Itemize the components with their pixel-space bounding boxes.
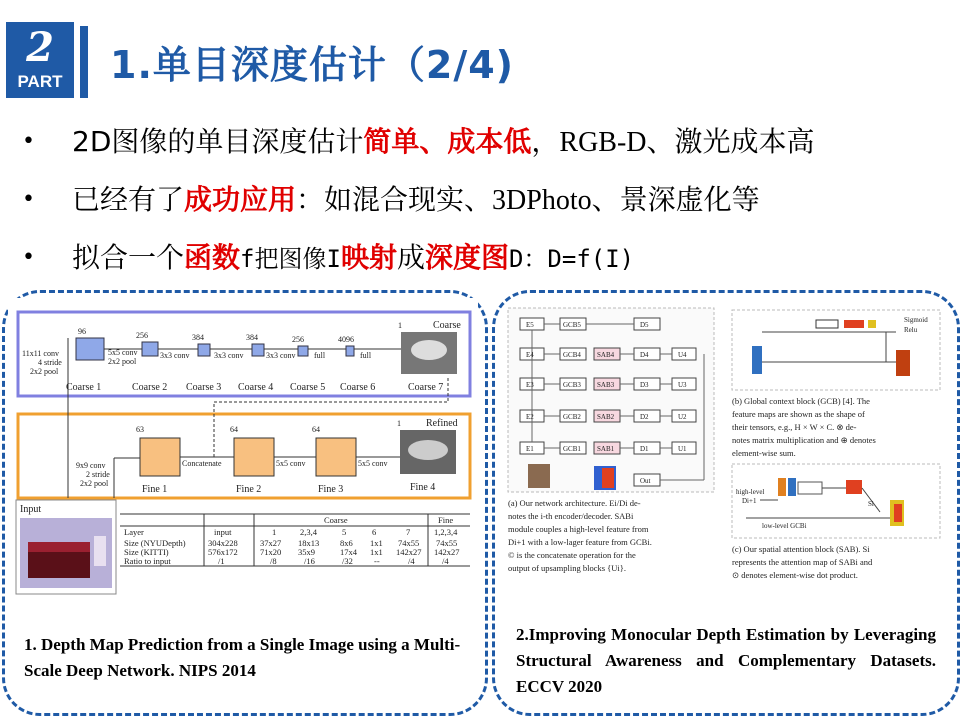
coarse-size-label: 384 (192, 333, 204, 342)
table-header-cell: 5 (342, 527, 347, 537)
caption-a-line: Di+1 with a low-lager feature from GCBi. (508, 537, 652, 547)
sab-label: SAB4 (597, 351, 615, 359)
gcb-label: GCB5 (563, 321, 581, 329)
bullet-item (22, 178, 952, 236)
coarse-layer-label: Coarse 3 (186, 382, 222, 393)
paper2-figure (506, 306, 946, 616)
legend-item: Sigmoid (904, 316, 928, 324)
coarse-layer-label: Coarse 5 (290, 382, 326, 393)
table-header-cell: input (214, 527, 232, 537)
sab-input-label: low-level GCBi (762, 522, 807, 530)
table-cell: 8x6 (340, 538, 353, 548)
fine-op-label: 9x9 conv (76, 461, 106, 470)
highlight-segment: 映射 (340, 241, 397, 274)
table-cell: /32 (342, 556, 353, 566)
output-label: Out (640, 477, 651, 485)
part-badge (6, 22, 74, 98)
coarse-size-label: 4096 (338, 335, 354, 344)
text-segment: ：如混合现实、3DPhoto、景深虚化等 (296, 185, 760, 216)
table-cell: 35x9 (298, 547, 315, 557)
coarse-block (198, 344, 210, 356)
coarse-op-label: 2x2 pool (108, 357, 137, 366)
table-cell: -- (374, 556, 380, 566)
fine-size-label: 64 (230, 425, 238, 434)
bullet-item (22, 120, 952, 178)
decoder-label: D2 (640, 413, 649, 421)
caption-b-line: feature maps are shown as the shape of (732, 409, 865, 419)
coarse-size-label: 1 (398, 321, 402, 330)
fine-block (140, 438, 180, 476)
part-label: PART (17, 72, 63, 91)
coarse-block (298, 346, 308, 356)
upsampler-label: U2 (678, 413, 687, 421)
table-cell: 576x172 (208, 547, 238, 557)
highlight-segment: 函数 (184, 241, 241, 274)
table-cell: 142x27 (396, 547, 422, 557)
table-cell: 304x228 (208, 538, 238, 548)
bullet-item (22, 236, 952, 294)
coarse-op-label: 2x2 pool (30, 367, 59, 376)
paper1-caption: 1. Depth Map Prediction from a Single Image using a Multi-Scale Deep Network. NIPS 2014 (24, 635, 461, 680)
gcb-label: GCB2 (563, 413, 581, 421)
gcb-label: GCB3 (563, 381, 581, 389)
paper2-caption: 2.Improving Monocular Depth Estimation by Leveraging Structural Awareness and Complementary Datasets. ECCV 2020 (516, 625, 936, 696)
coarse-block (142, 342, 158, 356)
caption-b-line: (b) Global context block (GCB) [4]. The (732, 396, 870, 406)
decoder-label: D1 (640, 445, 649, 453)
table-header-cell: 2,3,4 (300, 527, 317, 537)
decoder-label: D5 (640, 321, 649, 329)
highlight-segment: 成功应用 (184, 183, 297, 216)
coarse-layer-label: Coarse 2 (132, 382, 168, 393)
text-segment: f把图像I (240, 245, 341, 273)
fine-block (234, 438, 274, 476)
coarse-op-label: 3x3 conv (266, 351, 296, 360)
coarse-layer-label: Coarse 6 (340, 382, 376, 393)
table-cell: 37x27 (260, 538, 282, 548)
upsampler-label: U1 (678, 445, 687, 453)
fine-op-label: 5x5 conv (358, 459, 388, 468)
coarse-block (76, 338, 104, 360)
fine-layer-label: Fine 3 (318, 484, 344, 495)
caption-a-line: © is the concatenate operation for the (508, 550, 636, 560)
table-header-cell: 1 (272, 527, 277, 537)
encoder-label: E1 (526, 445, 534, 453)
bullet-list (22, 120, 952, 294)
fine-size-label: 63 (136, 425, 144, 434)
text-segment: D：D=f(I) (508, 245, 635, 273)
bullet-text (72, 120, 815, 165)
sab-input-label: high-level (736, 488, 765, 496)
fine-op-label: 2 stride (86, 470, 110, 479)
caption-a-line: (a) Our network architecture. Ei/Di de- (508, 498, 641, 508)
table-header-cell: 6 (372, 527, 377, 537)
coarse-size-label: 384 (246, 333, 258, 342)
fine-block (316, 438, 356, 476)
fine-layer-label: Fine 2 (236, 484, 262, 495)
coarse-op-label: full (360, 351, 372, 360)
bullet-dot: • (22, 129, 35, 154)
sab-label: SAB3 (597, 381, 615, 389)
table-cell: /1 (218, 556, 225, 566)
caption-c-line: represents the attention map of SABi and (732, 557, 873, 567)
coarse-block (252, 344, 264, 356)
table-cell: /8 (270, 556, 277, 566)
legend-item: Relu (904, 326, 918, 334)
caption-a-line: module couples a high-level feature from (508, 524, 649, 534)
coarse-layer-label: Coarse 1 (66, 382, 102, 393)
bullet-text (72, 178, 760, 223)
encoder-label: E5 (526, 321, 534, 329)
coarse-op-label: 3x3 conv (214, 351, 244, 360)
coarse-layer-label: Coarse 4 (238, 382, 274, 393)
text-segment: 2D图像的单目深度估计 (72, 125, 364, 158)
table-cell: 142x27 (434, 547, 460, 557)
table-header-cell: 7 (406, 527, 411, 537)
sab-label: SAB2 (597, 413, 615, 421)
caption-c-line: ⊙ denotes element-wise dot product. (732, 570, 858, 580)
table-cell: 1x1 (370, 538, 383, 548)
table-cell: 17x4 (340, 547, 357, 557)
table-cell: 18x13 (298, 538, 320, 548)
sample-input-thumb (528, 464, 550, 488)
coarse-tag: Coarse (433, 320, 461, 331)
caption-b-line: notes matrix multiplication and ⊕ denotes (732, 435, 876, 445)
gcb-label: GCB4 (563, 351, 581, 359)
table-cell: /4 (408, 556, 415, 566)
highlight-segment: 简单、成本低 (363, 125, 532, 158)
table-header-cell: Layer (124, 527, 144, 537)
bullet-text (72, 236, 634, 281)
bullet-dot: • (22, 187, 35, 212)
coarse-block (346, 346, 354, 356)
fine-size-label: 64 (312, 425, 320, 434)
fine-op-label: 5x5 conv (276, 459, 306, 468)
fine-op-label: Concatenate (182, 459, 222, 468)
table-cell: 71x20 (260, 547, 282, 557)
paper1-figure (8, 298, 478, 604)
sab-input-label: Di+1 (742, 497, 757, 505)
table-cell: Ratio to input (124, 556, 171, 566)
fine-layer-label: Fine 1 (142, 484, 168, 495)
table-header-cell: 1,2,3,4 (434, 527, 458, 537)
title-divider (80, 26, 88, 98)
sab-label: SAB1 (597, 445, 615, 453)
coarse-op-label: 3x3 conv (160, 351, 190, 360)
table-group-header: Fine (438, 515, 454, 525)
decoder-label: D3 (640, 381, 649, 389)
coarse-op-label: 4 stride (38, 358, 62, 367)
text-segment: 已经有了 (72, 183, 185, 216)
bullet-dot: • (22, 245, 35, 270)
highlight-segment: 深度图 (424, 241, 509, 274)
text-segment: 拟合一个 (72, 241, 185, 274)
table-cell: 1x1 (370, 547, 383, 557)
table-cell: 74x55 (436, 538, 458, 548)
sab-map-label: Si (868, 500, 874, 508)
upsampler-label: U3 (678, 381, 687, 389)
caption-b-line: their tensors, e.g., H × W × C. ⊗ de- (732, 422, 857, 432)
text-segment: 成 (396, 241, 425, 274)
table-cell: /4 (442, 556, 449, 566)
text-segment: ，RGB-D、激光成本高 (531, 127, 815, 158)
coarse-op-label: full (314, 351, 326, 360)
encoder-label: E3 (526, 381, 534, 389)
coarse-op-label: 11x11 conv (22, 349, 59, 358)
encoder-label: E2 (526, 413, 534, 421)
upsampler-label: U4 (678, 351, 687, 359)
fine-size-label: 1 (397, 419, 401, 428)
table-cell: Size (KITTI) (124, 547, 169, 557)
fine-op-label: 2x2 pool (80, 479, 109, 488)
gcb-label: GCB1 (563, 445, 581, 453)
part-number: 2 (26, 24, 54, 71)
table-cell: Size (NYUDepth) (124, 538, 186, 548)
decoder-label: D4 (640, 351, 649, 359)
table-group-header: Coarse (324, 515, 348, 525)
table-cell: 74x55 (398, 538, 420, 548)
caption-a-line: notes the i-th encoder/decoder. SABi (508, 511, 634, 521)
caption-b-line: element-wise sum. (732, 448, 796, 458)
coarse-layer-label: Coarse 7 (408, 382, 444, 393)
slide-title: 1.单目深度估计（2/4) (110, 43, 515, 87)
fine-layer-label: Fine 4 (410, 482, 436, 493)
input-label: Input (20, 504, 42, 515)
coarse-size-label: 256 (136, 331, 148, 340)
refined-tag: Refined (426, 418, 458, 429)
coarse-size-label: 96 (78, 327, 86, 336)
coarse-op-label: 5x5 conv (108, 348, 138, 357)
table-cell: /16 (304, 556, 315, 566)
caption-a-line: output of upsampling blocks {Ui}. (508, 563, 626, 573)
caption-c-line: (c) Our spatial attention block (SAB). Si (732, 544, 870, 554)
encoder-label: E4 (526, 351, 534, 359)
coarse-size-label: 256 (292, 335, 304, 344)
